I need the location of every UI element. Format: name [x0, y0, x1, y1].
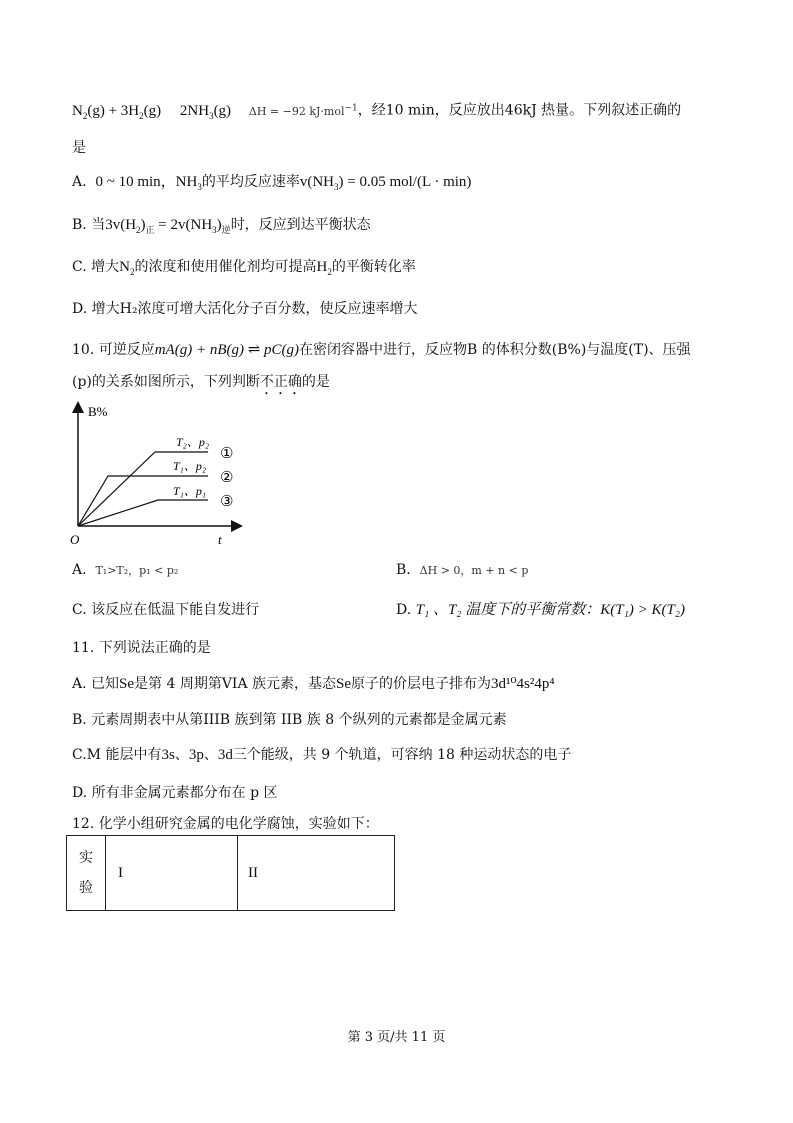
q10-reaction: mA(g) + nB(g) ⇌ pC(g)	[154, 342, 300, 358]
curve-2-num: ②	[220, 470, 234, 486]
curve-3-label: T₁、p₁	[173, 484, 207, 498]
q9-option-b: B. 当$3v(H_2)_正 = 2v(NH_3)_逆$时，反应到达平衡状态	[72, 217, 371, 235]
curve-3	[78, 500, 208, 526]
q9-stem-line2: 是	[72, 140, 86, 156]
q11-option-d: D. 所有非金属元素都分布在 p 区	[72, 785, 278, 801]
q10-stem-line2: (p)的关系如图所示，下列判断不正确的是	[72, 374, 330, 390]
curve-2-label: T₁、p₂	[173, 459, 207, 473]
q11-option-c: C.M 能层中有3s、3p、3d三个能级，共 9 个轨道，可容纳 18 种运动状态的电子	[72, 747, 572, 763]
q9-stem-line1	[72, 98, 681, 126]
reaction-equation: $N_2(g) + 3H_2(g)$ $2NH_3(g)$	[72, 102, 232, 121]
origin-label: O	[70, 532, 80, 547]
delta-h: ΔH = −92 kJ·mol$^{-1}$	[248, 103, 358, 118]
b-percent-time-graph	[68, 398, 268, 548]
x-axis-label: t	[218, 532, 222, 547]
q10-option-d: D. T₁ 、T₂ 温度下的平衡常数：K(T₁) > K(T₂)	[396, 602, 685, 618]
q9-option-c: C. 增大$N_2$的浓度和使用催化剂均可提高$H_2$的平衡转化率	[72, 259, 416, 277]
y-axis-label: B%	[88, 404, 108, 419]
emphasis-not-correct: 不正确	[259, 374, 302, 390]
q10-option-b: B. ΔH > 0，m + n < p	[396, 562, 529, 578]
q10-option-c: C. 该反应在低温下能自发进行	[72, 602, 260, 618]
q10-option-a: A. T₁>T₂，p₁ < p₂	[72, 562, 179, 578]
table-header-cell: 实 验	[67, 836, 106, 911]
q9-option-a: A. 0 ~ 10 min，$NH_3$的平均反应速率$v(NH_3) = 0.05$ mol/(L · min)	[72, 174, 472, 192]
curve-1-label: T₂、p₂	[176, 435, 210, 449]
q10-stem-line1: 10. 可逆反应mA(g) + nB(g) ⇌ pC(g)在密闭容器中进行，反应物B 的体积分数(B%)与温度(T)、压强	[72, 342, 691, 358]
q12-stem: 12. 化学小组研究金属的电化学腐蚀，实验如下：	[72, 816, 379, 832]
curve-1-num: ①	[220, 446, 234, 462]
q9-stem-rest: ，经10 min，反应放出46kJ 热量。下列叙述正确的	[357, 102, 682, 119]
q11-option-a: A. 已知Se是第 4 周期第VIA 族元素，基态Se原子的价层电子排布为3d¹⁰4s²4p⁴	[72, 676, 555, 692]
table-col-2: II	[238, 836, 395, 911]
q11-stem: 11. 下列说法正确的是	[72, 640, 211, 656]
experiment-table	[66, 835, 395, 911]
q11-option-b: B. 元素周期表中从第IIIB 族到第 IIB 族 8 个纵列的元素都是金属元素	[72, 712, 507, 728]
table-col-1: I	[106, 836, 238, 911]
curve-3-num: ③	[220, 494, 234, 510]
page-footer: 第 3 页/共 11 页	[347, 1030, 446, 1045]
q9-option-d: D. 增大H₂浓度可增大活化分子百分数，使反应速率增大	[72, 301, 418, 317]
